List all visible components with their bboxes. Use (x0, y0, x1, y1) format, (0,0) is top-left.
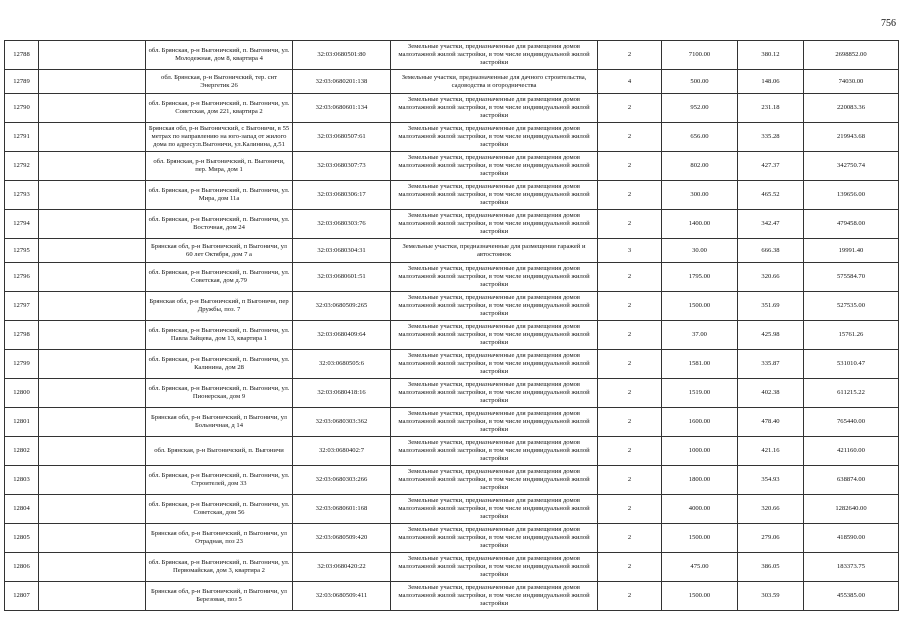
cadastral-number-cell: 32:03:0680509:265 (293, 292, 391, 321)
address-cell: Брянская обл, р-н Выгоничский, п Выгоничи, ул Больничная, д 14 (146, 408, 293, 437)
unit-value-cell: 666.38 (738, 239, 804, 263)
row-number-cell: 12789 (5, 70, 39, 94)
land-use-cell: Земельные участки, предназначенные для дачного строительства, садоводства и огородничества (391, 70, 598, 94)
address-cell: обл. Брянская, р-н Выгоничский, п. Выгоничи, ул. Строителей, дом 33 (146, 466, 293, 495)
table-row (5, 321, 899, 350)
land-use-cell: Земельные участки, предназначенные для размещения домов малоэтажной жилой застройки, в том числе индивидуальной жилой застройки (391, 466, 598, 495)
cadastral-value-cell: 421160.00 (804, 437, 899, 466)
address-cell: обл. Брянская, р-н Выгоничский, п. Выгоничи, ул. Мира, дом 11а (146, 181, 293, 210)
unit-value-cell: 342.47 (738, 210, 804, 239)
address-cell: обл. Брянская, р-н Выгоничский, п. Выгоничи, ул. Павла Зайцева, дом 13, квартира 1 (146, 321, 293, 350)
unit-value-cell: 380.12 (738, 41, 804, 70)
area-cell: 475.00 (662, 553, 738, 582)
unit-value-cell: 421.16 (738, 437, 804, 466)
area-cell: 1519.00 (662, 379, 738, 408)
page-number: 756 (881, 18, 896, 29)
land-use-cell: Земельные участки, предназначенные для размещения домов малоэтажной жилой застройки, в том числе индивидуальной жилой застройки (391, 524, 598, 553)
row-number-cell: 12795 (5, 239, 39, 263)
cadastral-value-cell: 19991.40 (804, 239, 899, 263)
spacer-cell (39, 350, 146, 379)
cadastral-value-cell: 531010.47 (804, 350, 899, 379)
land-registry-table (4, 40, 899, 611)
row-number-cell: 12803 (5, 466, 39, 495)
land-use-cell: Земельные участки, предназначенные для размещения домов малоэтажной жилой застройки, в том числе индивидуальной жилой застройки (391, 437, 598, 466)
group-cell: 2 (598, 41, 662, 70)
row-number-cell: 12804 (5, 495, 39, 524)
spacer-cell (39, 94, 146, 123)
group-cell: 2 (598, 181, 662, 210)
cadastral-number-cell: 32:03:0680420:22 (293, 553, 391, 582)
row-number-cell: 12799 (5, 350, 39, 379)
unit-value-cell: 148.06 (738, 70, 804, 94)
table-row (5, 292, 899, 321)
cadastral-value-cell: 15761.26 (804, 321, 899, 350)
land-use-cell: Земельные участки, предназначенные для размещения домов малоэтажной жилой застройки, в том числе индивидуальной жилой застройки (391, 379, 598, 408)
address-cell: обл. Брянская, р-н Выгоничский, п. Выгоничи, ул. Молодежная, дом 8, квартира 4 (146, 41, 293, 70)
row-number-cell: 12807 (5, 582, 39, 611)
table-row (5, 94, 899, 123)
unit-value-cell: 231.18 (738, 94, 804, 123)
cadastral-number-cell: 32:03:0680509:420 (293, 524, 391, 553)
address-cell: обл. Брянская, р-н Выгоничский, п. Выгоничи, ул. Первомайская, дом 3, квартира 2 (146, 553, 293, 582)
area-cell: 1800.00 (662, 466, 738, 495)
unit-value-cell: 425.98 (738, 321, 804, 350)
land-use-cell: Земельные участки, предназначенные для размещения домов малоэтажной жилой застройки, в том числе индивидуальной жилой застройки (391, 94, 598, 123)
spacer-cell (39, 524, 146, 553)
table-row (5, 239, 899, 263)
group-cell: 2 (598, 350, 662, 379)
row-number-cell: 12800 (5, 379, 39, 408)
area-cell: 656.00 (662, 123, 738, 152)
row-number-cell: 12805 (5, 524, 39, 553)
group-cell: 3 (598, 239, 662, 263)
cadastral-value-cell: 418590.00 (804, 524, 899, 553)
area-cell: 1000.00 (662, 437, 738, 466)
table-row (5, 123, 899, 152)
unit-value-cell: 465.52 (738, 181, 804, 210)
area-cell: 500.00 (662, 70, 738, 94)
unit-value-cell: 427.37 (738, 152, 804, 181)
area-cell: 1400.00 (662, 210, 738, 239)
table-row (5, 437, 899, 466)
group-cell: 2 (598, 524, 662, 553)
group-cell: 4 (598, 70, 662, 94)
cadastral-number-cell: 32:03:0680409:64 (293, 321, 391, 350)
spacer-cell (39, 181, 146, 210)
cadastral-number-cell: 32:03:0680509:411 (293, 582, 391, 611)
registry-body (5, 41, 899, 611)
spacer-cell (39, 379, 146, 408)
address-cell: Брянская обл, р-н Выгоничский, п Выгоничи, ул Березовая, поз 5 (146, 582, 293, 611)
cadastral-value-cell: 638874.00 (804, 466, 899, 495)
land-use-cell: Земельные участки, предназначенные для размещения домов малоэтажной жилой застройки, в том числе индивидуальной жилой застройки (391, 495, 598, 524)
area-cell: 4000.00 (662, 495, 738, 524)
land-use-cell: Земельные участки, предназначенные для размещения домов малоэтажной жилой застройки, в том числе индивидуальной жилой застройки (391, 350, 598, 379)
row-number-cell: 12801 (5, 408, 39, 437)
area-cell: 37.00 (662, 321, 738, 350)
table-row (5, 181, 899, 210)
cadastral-number-cell: 32:03:0680418:16 (293, 379, 391, 408)
group-cell: 2 (598, 379, 662, 408)
cadastral-value-cell: 765440.00 (804, 408, 899, 437)
unit-value-cell: 335.28 (738, 123, 804, 152)
land-use-cell: Земельные участки, предназначенные для размещения домов малоэтажной жилой застройки, в том числе индивидуальной жилой застройки (391, 210, 598, 239)
area-cell: 300.00 (662, 181, 738, 210)
spacer-cell (39, 437, 146, 466)
group-cell: 2 (598, 263, 662, 292)
group-cell: 2 (598, 152, 662, 181)
group-cell: 2 (598, 94, 662, 123)
spacer-cell (39, 408, 146, 437)
row-number-cell: 12796 (5, 263, 39, 292)
group-cell: 2 (598, 210, 662, 239)
table-row (5, 152, 899, 181)
cadastral-number-cell: 32:03:0680601:168 (293, 495, 391, 524)
area-cell: 952.00 (662, 94, 738, 123)
area-cell: 1500.00 (662, 582, 738, 611)
row-number-cell: 12793 (5, 181, 39, 210)
address-cell: Брянская обл, р-н Выгоничский, с Выгоничи, в 55 метрах по направлению на юго-запад от жилого дома по адресу:п.Выгоничи, ул.Калинина, д.51 (146, 123, 293, 152)
address-cell: Брянская обл, р-н Выгоничский, п Выгоничи, ул Отрадная, поз 23 (146, 524, 293, 553)
land-use-cell: Земельные участки, предназначенные для размещения домов малоэтажной жилой застройки, в том числе индивидуальной жилой застройки (391, 582, 598, 611)
spacer-cell (39, 41, 146, 70)
table-row (5, 70, 899, 94)
row-number-cell: 12792 (5, 152, 39, 181)
group-cell: 2 (598, 495, 662, 524)
address-cell: Брянская обл, р-н Выгоничский, п Выгоничи, пер Дружбы, поз. 7 (146, 292, 293, 321)
group-cell: 2 (598, 292, 662, 321)
area-cell: 1600.00 (662, 408, 738, 437)
cadastral-value-cell: 219943.68 (804, 123, 899, 152)
row-number-cell: 12806 (5, 553, 39, 582)
cadastral-value-cell: 455385.00 (804, 582, 899, 611)
unit-value-cell: 478.40 (738, 408, 804, 437)
cadastral-number-cell: 32:03:0680505:6 (293, 350, 391, 379)
table-row (5, 350, 899, 379)
unit-value-cell: 320.66 (738, 263, 804, 292)
table-row (5, 41, 899, 70)
cadastral-number-cell: 32:03:0680601:134 (293, 94, 391, 123)
address-cell: обл. Брянская, р-н Выгоничский, п. Выгоничи, ул. Советская, дом 56 (146, 495, 293, 524)
table-row (5, 379, 899, 408)
table-row (5, 582, 899, 611)
row-number-cell: 12794 (5, 210, 39, 239)
spacer-cell (39, 292, 146, 321)
cadastral-number-cell: 32:03:0680306:17 (293, 181, 391, 210)
address-cell: обл. Брянская, р-н Выгоничский, тер. снт Энергетик 26 (146, 70, 293, 94)
spacer-cell (39, 466, 146, 495)
address-cell: обл. Брянская, р-н Выгоничский, п. Выгоничи, ул. Калинина, дом 28 (146, 350, 293, 379)
cadastral-value-cell: 183373.75 (804, 553, 899, 582)
spacer-cell (39, 582, 146, 611)
table-row (5, 210, 899, 239)
area-cell: 802.00 (662, 152, 738, 181)
unit-value-cell: 279.06 (738, 524, 804, 553)
group-cell: 2 (598, 123, 662, 152)
spacer-cell (39, 553, 146, 582)
table-row (5, 263, 899, 292)
area-cell: 7100.00 (662, 41, 738, 70)
cadastral-number-cell: 32:03:0680501:80 (293, 41, 391, 70)
group-cell: 2 (598, 466, 662, 495)
cadastral-number-cell: 32:03:0680201:138 (293, 70, 391, 94)
cadastral-value-cell: 1282640.00 (804, 495, 899, 524)
spacer-cell (39, 321, 146, 350)
address-cell: обл. Брянская, р-н Выгоничский, п. Выгоничи, ул. Советская, дом д.79 (146, 263, 293, 292)
cadastral-value-cell: 611215.22 (804, 379, 899, 408)
group-cell: 2 (598, 437, 662, 466)
cadastral-number-cell: 32:03:0680601:51 (293, 263, 391, 292)
land-use-cell: Земельные участки, предназначенные для размещения домов малоэтажной жилой застройки, в том числе индивидуальной жилой застройки (391, 408, 598, 437)
address-cell: обл. Брянская, р-н Выгоничский, п. Выгоничи, ул. Советская, дом 221, квартира 2 (146, 94, 293, 123)
land-use-cell: Земельные участки, предназначенные для размещения домов малоэтажной жилой застройки, в том числе индивидуальной жилой застройки (391, 181, 598, 210)
area-cell: 1500.00 (662, 292, 738, 321)
unit-value-cell: 386.05 (738, 553, 804, 582)
cadastral-value-cell: 74030.00 (804, 70, 899, 94)
land-use-cell: Земельные участки, предназначенные для размещения домов малоэтажной жилой застройки, в том числе индивидуальной жилой застройки (391, 263, 598, 292)
row-number-cell: 12802 (5, 437, 39, 466)
address-cell: обл. Брянская, р-н Выгоничский, п. Выгоничи (146, 437, 293, 466)
spacer-cell (39, 495, 146, 524)
area-cell: 1581.00 (662, 350, 738, 379)
spacer-cell (39, 123, 146, 152)
unit-value-cell: 402.38 (738, 379, 804, 408)
land-use-cell: Земельные участки, предназначенные для размещения домов малоэтажной жилой застройки, в том числе индивидуальной жилой застройки (391, 292, 598, 321)
land-use-cell: Земельные участки, предназначенные для размещения домов малоэтажной жилой застройки, в том числе индивидуальной жилой застройки (391, 553, 598, 582)
area-cell: 1795.00 (662, 263, 738, 292)
unit-value-cell: 303.59 (738, 582, 804, 611)
cadastral-number-cell: 32:03:0680303:362 (293, 408, 391, 437)
area-cell: 30.00 (662, 239, 738, 263)
group-cell: 2 (598, 321, 662, 350)
row-number-cell: 12797 (5, 292, 39, 321)
spacer-cell (39, 152, 146, 181)
spacer-cell (39, 239, 146, 263)
cadastral-number-cell: 32:03:0680307:73 (293, 152, 391, 181)
cadastral-number-cell: 32:03:0680303:76 (293, 210, 391, 239)
cadastral-number-cell: 32:03:0680402:7 (293, 437, 391, 466)
unit-value-cell: 351.69 (738, 292, 804, 321)
cadastral-value-cell: 139656.00 (804, 181, 899, 210)
cadastral-number-cell: 32:03:0680303:266 (293, 466, 391, 495)
group-cell: 2 (598, 408, 662, 437)
unit-value-cell: 354.93 (738, 466, 804, 495)
row-number-cell: 12798 (5, 321, 39, 350)
cadastral-value-cell: 2698852.00 (804, 41, 899, 70)
cadastral-value-cell: 527535.00 (804, 292, 899, 321)
group-cell: 2 (598, 553, 662, 582)
unit-value-cell: 320.66 (738, 495, 804, 524)
spacer-cell (39, 70, 146, 94)
cadastral-value-cell: 479458.00 (804, 210, 899, 239)
address-cell: обл. Брянская, р-н Выгоничский, п. Выгоничи, ул. Пионерская, дом 9 (146, 379, 293, 408)
row-number-cell: 12791 (5, 123, 39, 152)
address-cell: обл. Брянская, р-н Выгоничский, п. Выгоничи, пер. Мира, дом 1 (146, 152, 293, 181)
address-cell: Брянская обл, р-н Выгоничский, п Выгоничи, ул 60 лет Октября, дом 7 а (146, 239, 293, 263)
group-cell: 2 (598, 582, 662, 611)
row-number-cell: 12788 (5, 41, 39, 70)
cadastral-number-cell: 32:03:0680304:31 (293, 239, 391, 263)
area-cell: 1500.00 (662, 524, 738, 553)
land-use-cell: Земельные участки, предназначенные для размещения гаражей и автостоянок (391, 239, 598, 263)
cadastral-value-cell: 575584.70 (804, 263, 899, 292)
land-use-cell: Земельные участки, предназначенные для размещения домов малоэтажной жилой застройки, в том числе индивидуальной жилой застройки (391, 41, 598, 70)
row-number-cell: 12790 (5, 94, 39, 123)
land-use-cell: Земельные участки, предназначенные для размещения домов малоэтажной жилой застройки, в том числе индивидуальной жилой застройки (391, 152, 598, 181)
table-row (5, 408, 899, 437)
unit-value-cell: 335.87 (738, 350, 804, 379)
cadastral-value-cell: 220083.36 (804, 94, 899, 123)
land-use-cell: Земельные участки, предназначенные для размещения домов малоэтажной жилой застройки, в том числе индивидуальной жилой застройки (391, 321, 598, 350)
cadastral-value-cell: 342750.74 (804, 152, 899, 181)
address-cell: обл. Брянская, р-н Выгоничский, п. Выгоничи, ул. Восточная, дом 24 (146, 210, 293, 239)
land-use-cell: Земельные участки, предназначенные для размещения домов малоэтажной жилой застройки, в том числе индивидуальной жилой застройки (391, 123, 598, 152)
table-row (5, 466, 899, 495)
table-row (5, 495, 899, 524)
spacer-cell (39, 263, 146, 292)
spacer-cell (39, 210, 146, 239)
table-row (5, 553, 899, 582)
table-row (5, 524, 899, 553)
cadastral-number-cell: 32:03:0680507:61 (293, 123, 391, 152)
